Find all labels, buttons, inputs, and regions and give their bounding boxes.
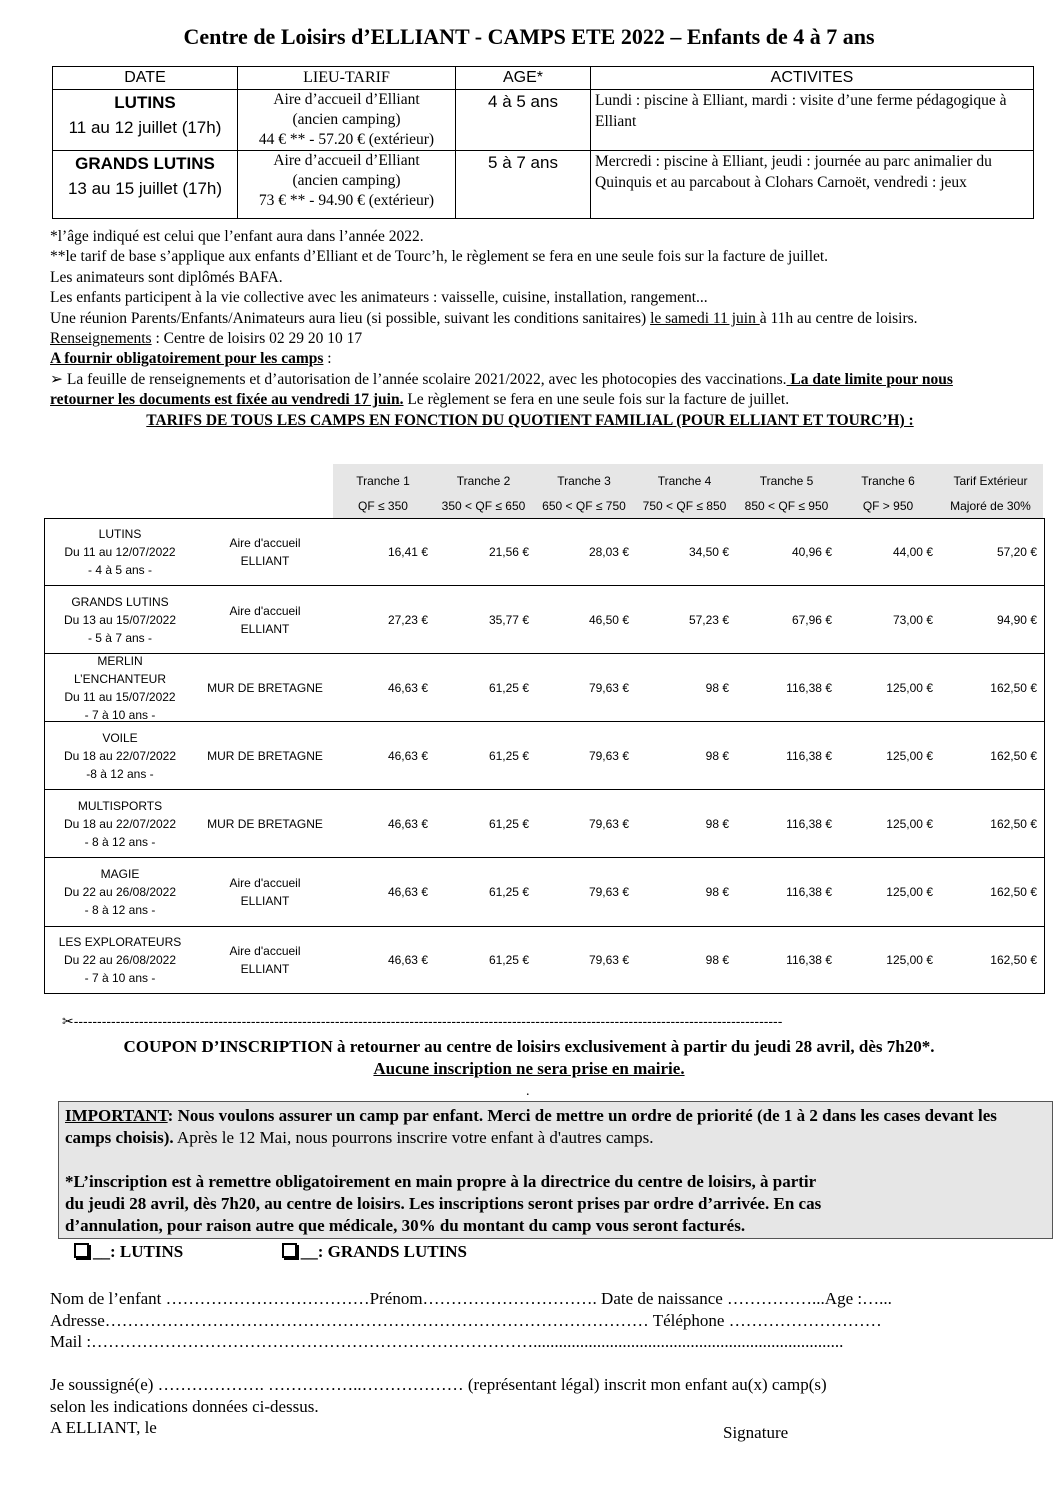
important-line: du jeudi 28 avril, dès 7h20, au centre de loisirs. Les inscriptions seront prises par ordre d’arrivée. En cas: [65, 1194, 822, 1213]
tarif-header-qf: 750 < QF ≤ 850: [642, 499, 727, 513]
reunion-text: Une réunion Parents/Enfants/Animateurs aura lieu (si possible, suivant les conditions sanitaires): [50, 309, 651, 327]
note-vie-collective: Les enfants participent à la vie collective avec les animateurs : vaisselle, cuisine, installation, rangement...: [50, 289, 708, 307]
tarif-header-qf: 350 < QF ≤ 650: [441, 499, 526, 513]
form-line-indications: selon les indications données ci-dessus.: [50, 1396, 319, 1416]
note-tarif-base: **le tarif de base s’applique aux enfants d’Elliant et de Tourc’h, le règlement se fera en une seule fois sur la facture de juillet.: [50, 248, 829, 266]
tarif-lieu-cell: [195, 722, 335, 789]
spacer: [50, 1353, 1010, 1375]
tarif-price: 79,63 €: [588, 885, 629, 899]
tarif-lieu-line: MUR DE BRETAGNE: [207, 816, 323, 831]
tarif-camp-cell: [45, 927, 195, 993]
tarif-price: 73,00 €: [892, 612, 933, 627]
tarif-price: 125,00 €: [886, 680, 933, 695]
tarif-price: 162,50 €: [990, 816, 1037, 831]
inscription-form: [50, 1288, 1010, 1439]
header-activites: ACTIVITES: [591, 67, 1034, 90]
tarif-price: 46,63 €: [387, 885, 428, 899]
tarif-camp-line: LUTINS: [98, 527, 142, 541]
tarif-camp-line: MAGIE: [100, 867, 140, 881]
form-line-nom[interactable]: Nom de l’enfant ………………………………Prénom…………………………. Date de naissance ……………...Age :…...: [50, 1289, 892, 1308]
tarif-price: 61,25 €: [488, 748, 529, 763]
tarif-price: 46,63 €: [387, 680, 428, 695]
tarif-camp-line: VOILE: [102, 730, 138, 745]
camp-lieu-cell: [238, 90, 456, 151]
header-date: DATE: [53, 67, 238, 90]
tarif-price: 162,50 €: [990, 953, 1037, 967]
important-after-may: Après le 12 Mai, nous pourrons inscrire votre enfant à d'autres camps.: [173, 1128, 654, 1147]
tarif-header-name: Tranche 6: [861, 474, 915, 488]
tarif-price: 162,50 €: [990, 748, 1037, 763]
tarif-price: 79,63 €: [588, 680, 629, 695]
tarif-lieu-cell: [195, 858, 335, 926]
note-age: *l’âge indiqué est celui que l’enfant aura dans l’année 2022.: [50, 228, 424, 245]
tarif-camp-line: Du 18 au 22/07/2022: [63, 748, 177, 763]
important-line-row: [65, 1193, 1046, 1215]
tarif-price: 46,63 €: [387, 953, 428, 967]
tarif-lieu-line: ELLIANT: [240, 894, 290, 908]
note-documents: [50, 370, 1010, 411]
tarif-header-qf: 650 < QF ≤ 750: [542, 499, 626, 513]
scissors-icon: ✂: [62, 1013, 74, 1029]
form-line-lieu[interactable]: A ELLIANT, le: [50, 1418, 157, 1437]
signature-label: Signature: [723, 1423, 789, 1442]
lieu-line: 73 € ** - 94.90 € (extérieur): [258, 192, 435, 209]
tarif-price: 28,03 €: [588, 545, 629, 559]
tarifs-body: [44, 518, 1045, 994]
camp-lieu-cell: [238, 151, 456, 219]
important-box: [58, 1101, 1053, 1239]
tarif-price: 34,50 €: [688, 545, 729, 559]
tarif-price: 116,38 €: [786, 748, 832, 763]
tarif-price: 116,38 €: [786, 885, 832, 899]
note-fournir: [50, 349, 1010, 369]
camp-age: 4 à 5 ans: [456, 90, 591, 151]
tarif-lieu-cell: [195, 654, 335, 721]
tarif-price: 125,00 €: [886, 816, 933, 831]
tarif-price: 79,63 €: [588, 953, 629, 967]
cut-line: [62, 1013, 932, 1030]
tarif-camp-line: Du 11 au 15/07/2022: [64, 689, 176, 704]
tarif-lieu-line: Aire d'accueil: [229, 944, 301, 958]
tarif-camp-line: - 7 à 10 ans -: [84, 971, 156, 985]
tarif-row: [45, 586, 1044, 654]
tarif-lieu-line: ELLIANT: [240, 554, 290, 568]
tarif-price: 46,63 €: [387, 816, 428, 831]
tarif-camp-line: - 4 à 5 ans -: [87, 563, 153, 577]
tarif-price: 44,00 €: [892, 545, 933, 559]
tarif-camp-cell: [45, 519, 195, 585]
tarif-price: 57,23 €: [688, 612, 729, 627]
tarif-row: [45, 790, 1044, 858]
arrow-bullet-icon: ➢: [50, 370, 63, 388]
checkbox-grands-lutins[interactable]: [282, 1243, 297, 1258]
fournir-label: A fournir obligatoirement pour les camps: [50, 350, 324, 368]
coupon-title-mairie: Aucune inscription ne sera prise en mairie.: [373, 1059, 685, 1078]
tarifs-title: TARIFS DE TOUS LES CAMPS EN FONCTION DU QUOTIENT FAMILIAL (POUR ELLIANT ET TOURC’H) :: [146, 411, 914, 429]
tarif-camp-cell: [45, 790, 195, 857]
tarifs-header: [333, 464, 1043, 518]
header-age: AGE*: [456, 67, 591, 90]
header-lieu-tarif: LIEU-TARIF: [238, 67, 456, 90]
tarif-price: 67,96 €: [791, 612, 832, 627]
important-paragraph-1: [65, 1105, 1046, 1149]
note-reunion: [50, 309, 1010, 329]
tarif-header-qf: QF > 950: [862, 499, 914, 513]
tarif-price: 162,50 €: [990, 680, 1037, 695]
important-line: *L’inscription est à remettre obligatoirement en main propre à la directrice du centre de loisirs, à partir: [65, 1172, 817, 1191]
tarif-header-qf: Majoré de 30%: [950, 499, 1031, 513]
tarif-header-col: [938, 464, 1043, 518]
tarif-camp-line: - 8 à 12 ans -: [84, 903, 156, 917]
camp-activites: Lundi : piscine à Elliant, mardi : visite d’une ferme pédagogique à Elliant: [591, 90, 1034, 151]
tarif-header-col: [534, 464, 634, 518]
form-line-adresse[interactable]: Adresse…………………………………………………………………………………… Téléphone ………………………: [50, 1310, 882, 1330]
important-line-row: [65, 1215, 1046, 1237]
camp-row-grands-lutins: [53, 151, 1034, 219]
choice-grands-lutins-label: __: GRANDS LUTINS: [300, 1242, 467, 1261]
tarif-price: 116,38 €: [786, 953, 832, 967]
checkbox-lutins[interactable]: [74, 1243, 89, 1258]
tarif-price: 27,23 €: [387, 612, 428, 627]
camp-date-cell: [53, 151, 238, 219]
tarif-camp-line: Du 22 au 26/08/2022: [63, 953, 177, 967]
tarif-row: [45, 858, 1044, 927]
lieu-line: Aire d’accueil d’Elliant: [273, 152, 420, 169]
tarif-price: 98 €: [705, 953, 729, 967]
tarif-header-col: [634, 464, 735, 518]
tarif-lieu-line: ELLIANT: [240, 962, 290, 976]
renseignements-label: Renseignements: [50, 330, 152, 348]
tarif-lieu-cell: [195, 586, 335, 653]
important-line: d’annulation, pour raison autre que médicale, 30% du montant du camp vous seront facturés.: [65, 1216, 746, 1235]
lieu-line: (ancien camping): [292, 172, 401, 189]
tarif-price: 98 €: [705, 816, 729, 831]
tarif-row: [45, 722, 1044, 790]
camp-name: GRANDS LUTINS: [75, 154, 215, 173]
fournir-colon: :: [323, 350, 332, 368]
tarif-price: 40,96 €: [791, 545, 832, 559]
tarif-lieu-line: Aire d'accueil: [229, 603, 301, 618]
tarif-camp-line: Du 11 au 12/07/2022: [64, 545, 176, 559]
note-renseignements: [50, 329, 1010, 349]
choice-lutins-label: __: LUTINS: [93, 1242, 184, 1261]
tarif-header-name: Tranche 4: [657, 474, 712, 488]
tarif-header-name: Tranche 3: [557, 474, 611, 488]
form-line-soussigne[interactable]: Je soussigné(e) ………………. ……………..……………… (représentant légal) inscrit mon enfant au(x) camp(s): [50, 1375, 827, 1394]
tarif-price: 125,00 €: [886, 748, 933, 763]
tarif-camp-line: - 8 à 12 ans -: [84, 834, 156, 849]
tarif-camp-line: - 5 à 7 ans -: [87, 630, 152, 645]
important-priority: : Nous voulons assurer un camp par enfant. Merci de mettre un ordre de priorité (de 1 à 2 dans les cases devant les camps choisis).: [65, 1106, 997, 1147]
coupon-title: [0, 1036, 1058, 1080]
documents-text: La feuille de renseignements et d’autorisation de l’année scolaire 2021/2022, avec les photocopies des vaccinations.: [63, 370, 787, 388]
camp-dates: 11 au 12 juillet (17h): [68, 118, 222, 137]
tarif-price: 46,63 €: [387, 748, 428, 763]
tarif-price: 116,38 €: [786, 816, 832, 831]
documents-deadline: La date limite pour nous retourner les documents est fixée au vendredi 17 juin.: [50, 370, 953, 409]
tarif-header-name: Tarif Extérieur: [953, 474, 1028, 488]
tarif-price: 98 €: [705, 748, 729, 763]
tarif-header-col: [433, 464, 534, 518]
stray-dot: .: [526, 1084, 530, 1099]
tarif-price: 61,25 €: [488, 816, 529, 831]
camp-age: 5 à 7 ans: [456, 151, 591, 219]
tarif-price: 162,50 €: [990, 885, 1037, 899]
tarif-camp-line: Du 18 au 22/07/2022: [63, 816, 177, 831]
tarif-lieu-line: MUR DE BRETAGNE: [207, 748, 323, 763]
tarif-price: 61,25 €: [488, 885, 529, 899]
tarif-camp-cell: [45, 654, 195, 721]
important-label: IMPORTANT: [65, 1106, 168, 1125]
tarif-camp-line: Du 13 au 15/07/2022: [63, 612, 177, 627]
tarif-camp-cell: [45, 858, 195, 926]
tarif-price: 61,25 €: [488, 680, 529, 695]
tarif-row: [45, 927, 1044, 993]
tarif-row: [45, 519, 1044, 586]
tarif-price: 125,00 €: [886, 885, 933, 899]
tarif-header-col: [735, 464, 838, 518]
tarif-camp-line: -8 à 12 ans -: [86, 766, 154, 781]
tarif-lieu-cell: [195, 927, 335, 993]
tarif-price: 94,90 €: [996, 612, 1037, 627]
tarif-price: 35,77 €: [488, 612, 529, 627]
tarif-camp-line: MULTISPORTS: [77, 798, 163, 813]
tarif-lieu-line: Aire d'accueil: [229, 876, 301, 890]
camp-name: LUTINS: [114, 93, 176, 112]
tarif-price: 79,63 €: [588, 816, 629, 831]
tarif-header-col: [333, 464, 433, 518]
spacer: [65, 1149, 1046, 1171]
tarif-price: 98 €: [705, 885, 729, 899]
tarif-camp-line: LES EXPLORATEURS: [58, 935, 182, 949]
tarif-header-qf: QF ≤ 350: [358, 499, 408, 513]
lieu-line: (ancien camping): [292, 111, 401, 128]
tarif-camp-line: L’ENCHANTEUR: [73, 671, 166, 686]
tarif-lieu-line: Aire d'accueil: [229, 536, 301, 550]
tarif-lieu-line: MUR DE BRETAGNE: [207, 680, 323, 695]
tarif-header-name: Tranche 5: [759, 474, 814, 488]
tarif-header-name: Tranche 2: [456, 474, 511, 488]
tarif-lieu-line: ELLIANT: [240, 621, 290, 636]
renseignements-phone: : Centre de loisirs 02 29 20 10 17: [151, 330, 363, 348]
tarif-camp-line: Du 22 au 26/08/2022: [63, 885, 177, 899]
reunion-date: le samedi 11 juin: [650, 309, 760, 327]
lieu-line: Aire d’accueil d’Elliant: [273, 91, 420, 108]
tarif-price: 57,20 €: [996, 545, 1037, 559]
reunion-place: à 11h au centre de loisirs.: [759, 309, 918, 327]
tarif-price: 61,25 €: [488, 953, 529, 967]
page-title: Centre de Loisirs d’ELLIANT - CAMPS ETE 2022 – Enfants de 4 à 7 ans: [183, 24, 875, 49]
important-paragraph-2: [65, 1171, 1046, 1193]
camps-table-header: [53, 67, 1034, 90]
tarif-price: 16,41 €: [387, 545, 428, 559]
tarif-camp-line: GRANDS LUTINS: [71, 594, 169, 609]
lieu-line: 44 € ** - 57.20 € (extérieur): [258, 131, 435, 148]
tarif-camp-line: - 7 à 10 ans -: [84, 707, 156, 722]
camp-dates: 13 au 15 juillet (17h): [67, 179, 223, 198]
tarif-price: 125,00 €: [886, 953, 933, 967]
tarif-camp-cell: [45, 586, 195, 653]
notes-section: [50, 227, 1010, 431]
tarif-price: 46,50 €: [588, 612, 629, 627]
tarif-lieu-cell: [195, 790, 335, 857]
tarif-header-qf: 850 < QF ≤ 950: [744, 499, 829, 513]
camp-row-lutins: [53, 90, 1034, 151]
tarif-header-col: [838, 464, 938, 518]
camps-table: [52, 66, 1034, 219]
tarif-price: 116,38 €: [786, 680, 832, 695]
tarif-price: 21,56 €: [488, 545, 529, 559]
dashed-line: --------------------------------------------------------------------------------------------------------------------------------------------------------: [73, 1013, 783, 1029]
tarif-camp-cell: [45, 722, 195, 789]
coupon-title-line: COUPON D’INSCRIPTION à retourner au centre de loisirs exclusivement à partir du jeudi 28 avril, dès 7h20*.: [123, 1037, 935, 1056]
tarif-camp-line: MERLIN: [97, 653, 143, 668]
tarif-lieu-cell: [195, 519, 335, 585]
note-bafa: Les animateurs sont diplômés BAFA.: [50, 268, 283, 286]
form-line-mail[interactable]: Mail :…………………………………………………………………….........................................................................: [50, 1332, 844, 1351]
tarif-price: 79,63 €: [588, 748, 629, 763]
camp-choices: [74, 1242, 467, 1262]
tarif-price: 98 €: [705, 680, 729, 695]
camp-activites: Mercredi : piscine à Elliant, jeudi : journée au parc animalier du Quinquis et au parcabout à Clohars Carnoët, vendredi : jeux: [591, 151, 1034, 219]
camp-date-cell: [53, 90, 238, 151]
tarif-header-name: Tranche 1: [356, 474, 410, 488]
documents-reglement: Le règlement se fera en une seule fois sur la facture de juillet.: [403, 391, 790, 409]
tarif-row: [45, 654, 1044, 722]
